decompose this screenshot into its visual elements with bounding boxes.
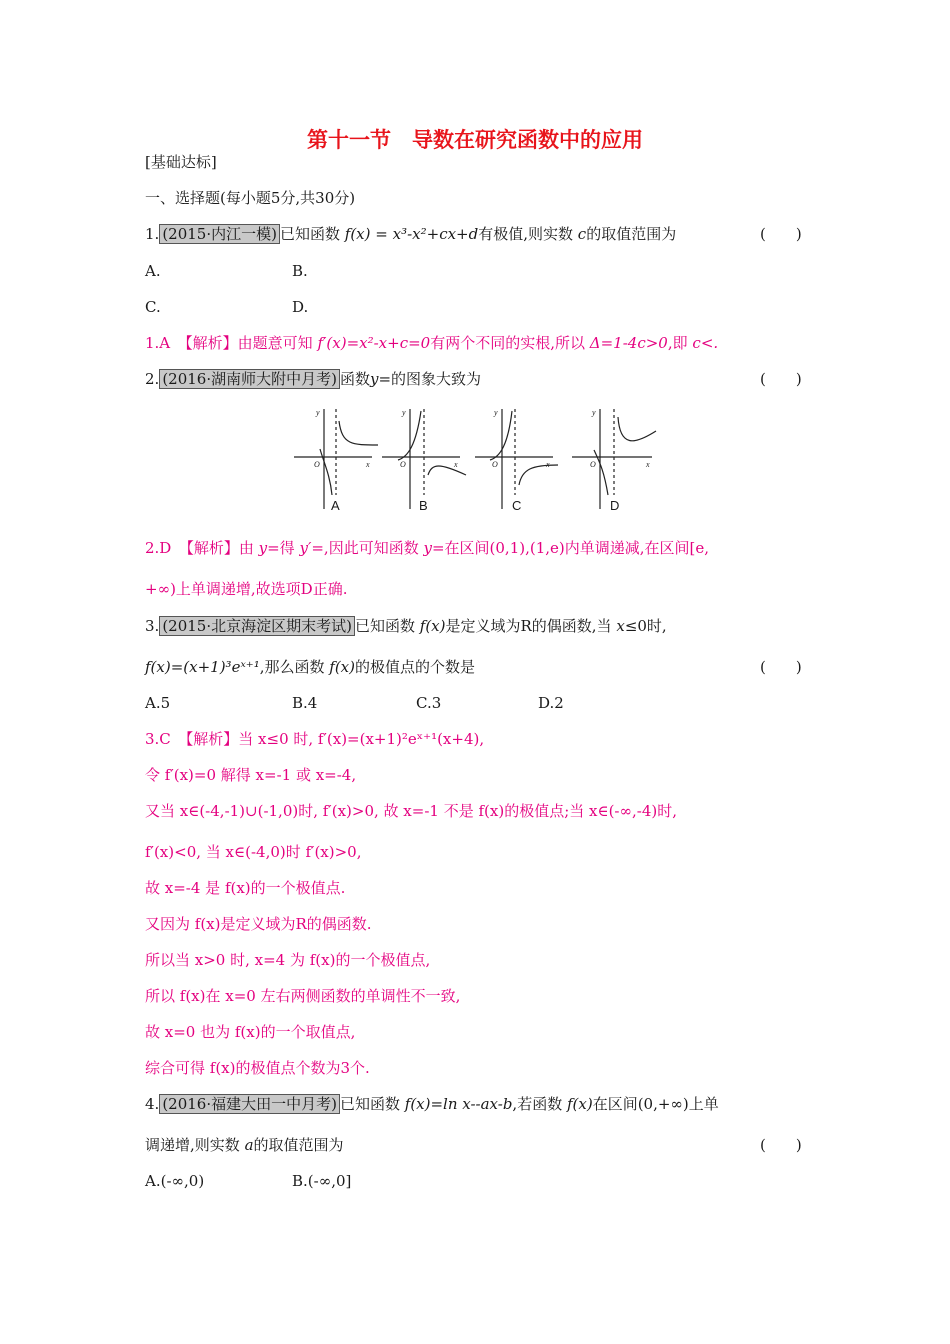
- q2-source-tag: (2016·湖南师大附中月考): [159, 369, 340, 389]
- q3-text-b: 是定义域为R的偶函数,当: [445, 617, 612, 635]
- q1-solution-eq: =x²-x+c=0: [346, 334, 431, 352]
- q1-poly: x³-x²+cx+d: [392, 225, 479, 243]
- q3-line2-text: ,那么函数: [259, 658, 325, 676]
- axis-y-a: y: [316, 408, 320, 417]
- q2-solution-yp: y′=: [299, 539, 324, 557]
- q3-line2-text-c: 的极值点的个数是: [355, 658, 476, 676]
- graph-b: [382, 409, 466, 509]
- origin-c: O: [492, 460, 498, 469]
- q2-solution-text-c: ,因此可知函数: [323, 539, 419, 557]
- q2-solution-yvar: y=: [423, 539, 445, 557]
- q3-solution-line: 所以当 x>0 时, x=4 为 f(x)的一个极值点,: [145, 951, 431, 969]
- origin-a: O: [314, 460, 320, 469]
- q1-source-tag: (2015·内江一模): [159, 224, 280, 244]
- q1-fx: f(x) =: [344, 225, 388, 243]
- q2-text: 函数: [339, 370, 370, 388]
- q1-option-b: B.: [292, 262, 308, 280]
- q1-solution-text: 1.A 【解析】由题意可知: [145, 334, 313, 352]
- q3-solution-line: 综合可得 f(x)的极值点个数为3个.: [145, 1059, 370, 1077]
- q4-answer-paren: ( ): [760, 1136, 802, 1154]
- q1-solution-c: c<.: [692, 334, 719, 352]
- graph-d: [572, 409, 656, 509]
- q4-text-c: 在区间(0,+∞)上单: [592, 1095, 719, 1113]
- graph-label-d: D: [610, 498, 620, 513]
- q3-answer-paren: ( ): [760, 658, 802, 676]
- q3-solution-line: 又当 x∈(-4,-1)∪(-1,0)时, f′(x)>0, 故 x=-1 不是 f(x)的极值点;当 x∈(-∞,-4)时,: [145, 802, 677, 820]
- q1-option-d: D.: [292, 298, 309, 316]
- q4-number: 4.: [145, 1095, 160, 1113]
- q3-number: 3.: [145, 617, 160, 635]
- q4-text-b: ,若函数: [512, 1095, 563, 1113]
- q1-solution-delta: Δ=1-4c>0: [589, 334, 668, 352]
- graph-label-c: C: [512, 498, 522, 513]
- axis-x-d: x: [646, 460, 650, 469]
- q2-solution-line-1: [145, 538, 709, 558]
- q2-solution-text-d: 在区间(0,1),(1,e)内单调递减,在区间[e,: [444, 539, 710, 557]
- q3-solution-line: 故 x=0 也为 f(x)的一个取值点,: [145, 1023, 356, 1041]
- q3-option-d: D.2: [538, 694, 564, 712]
- q3-solution-line: f′(x)<0, 当 x∈(-4,0)时 f′(x)>0,: [145, 843, 362, 861]
- q3-solution-line: 令 f′(x)=0 解得 x=-1 或 x=-4,: [145, 766, 357, 784]
- q3-x: x: [616, 617, 625, 635]
- graph-label-a: A: [331, 498, 340, 513]
- q2-solution-line-2: +∞)上单调递增,故选项D正确.: [145, 580, 348, 598]
- q1-option-c: C.: [145, 298, 161, 316]
- q1-solution-text-b: 有两个不同的实根,所以: [430, 334, 585, 352]
- q2-text-b: 的图象大致为: [391, 370, 482, 388]
- q4-source-tag: (2016·福建大田一中月考): [159, 1094, 340, 1114]
- q1-c: c: [577, 225, 587, 243]
- q3-func: f(x)=(x+1)³eˣ⁺¹: [145, 658, 260, 676]
- q3-text: 已知函数: [354, 617, 415, 635]
- q3-source-tag: (2015·北京海淀区期末考试): [159, 616, 355, 636]
- q1-number: 1.: [145, 225, 160, 243]
- q4-fx: f(x): [566, 1095, 593, 1113]
- axis-y-c: y: [494, 408, 498, 417]
- q2-y: y=: [369, 370, 392, 388]
- q1-text: 已知函数: [279, 225, 340, 243]
- axis-y-d: y: [592, 408, 596, 417]
- q2-number: 2.: [145, 370, 160, 388]
- q2-answer-paren: ( ): [760, 370, 802, 388]
- origin-d: O: [590, 460, 596, 469]
- axis-x-b: x: [454, 460, 458, 469]
- section-tag: [基础达标]: [145, 153, 217, 171]
- axis-x-c: x: [546, 460, 550, 469]
- q4-func: f(x)=ln x--ax-b: [404, 1095, 513, 1113]
- q3-fx: f(x): [419, 617, 446, 635]
- q3-solution-line: 3.C 【解析】当 x≤0 时, f′(x)=(x+1)²eˣ⁺¹(x+4),: [145, 730, 485, 748]
- q4-line2-text-b: 的取值范围为: [253, 1136, 344, 1154]
- graph-a: [294, 409, 378, 509]
- question-2: [145, 369, 481, 389]
- axis-y-b: y: [402, 408, 406, 417]
- question-3-line-2: [145, 657, 475, 677]
- q3-solution-line: 又因为 f(x)是定义域为R的偶函数.: [145, 915, 372, 933]
- q2-solution-y: y=: [258, 539, 280, 557]
- q4-a: a: [244, 1136, 254, 1154]
- q3-text-c: ≤0时,: [624, 617, 667, 635]
- q2-solution-text-a: 2.D 【解析】由: [145, 539, 254, 557]
- q3-solution-line: 故 x=-4 是 f(x)的一个极值点.: [145, 879, 346, 897]
- q4-line2-text: 调递增,则实数: [145, 1136, 240, 1154]
- question-3: [145, 616, 667, 636]
- q4-option-a: A.(-∞,0): [145, 1172, 205, 1190]
- q1-text-b: 有极值,则实数: [478, 225, 574, 243]
- q3-option-c: C.3: [416, 694, 442, 712]
- q3-solution-line: 所以 f(x)在 x=0 左右两侧函数的单调性不一致,: [145, 987, 461, 1005]
- part-heading: 一、选择题(每小题5分,共30分): [145, 189, 356, 207]
- q4-option-b: B.(-∞,0]: [292, 1172, 352, 1190]
- q1-text-c: 的取值范围为: [586, 225, 677, 243]
- axis-x-a: x: [366, 460, 370, 469]
- question-4: [145, 1094, 719, 1114]
- q4-text: 已知函数: [339, 1095, 400, 1113]
- q1-answer-paren: ( ): [760, 225, 802, 243]
- q3-option-a: A.5: [145, 694, 171, 712]
- graph-label-b: B: [419, 498, 428, 513]
- question-1: [145, 224, 676, 244]
- origin-b: O: [400, 460, 406, 469]
- q2-solution-text-b: 得: [279, 539, 295, 557]
- graph-c: [475, 409, 558, 509]
- question-4-line-2: [145, 1135, 344, 1155]
- q1-solution-fp: f′(x): [317, 334, 347, 352]
- q1-option-a: A.: [145, 262, 161, 280]
- q1-solution: [145, 333, 718, 353]
- q3-fx-2: f(x): [329, 658, 355, 676]
- page-title: 第十一节 导数在研究函数中的应用: [307, 128, 643, 152]
- q3-option-b: B.4: [292, 694, 318, 712]
- q1-solution-text-c: ,即: [667, 334, 688, 352]
